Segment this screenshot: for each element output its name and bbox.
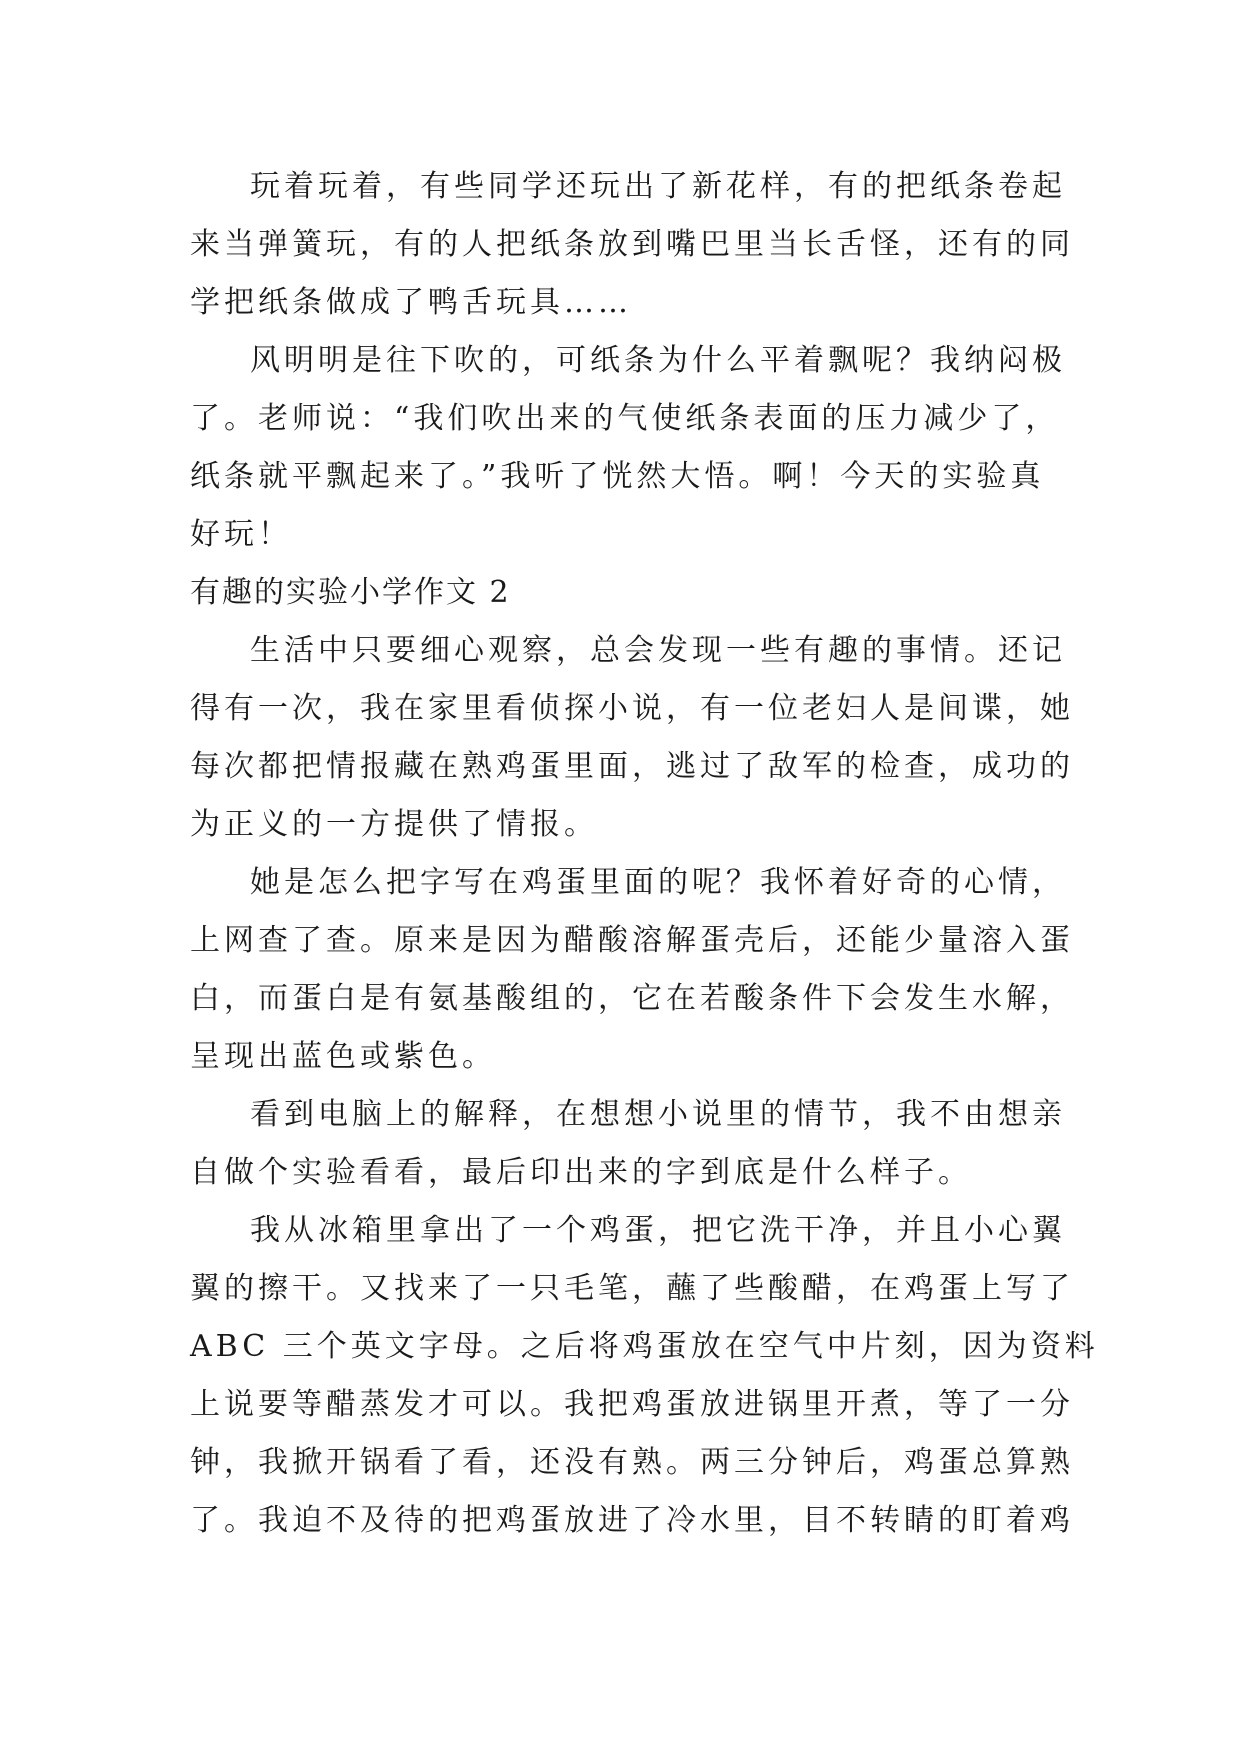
text-line: 钟，我掀开锅看了看，还没有熟。两三分钟后，鸡蛋总算熟 (190, 1445, 1074, 1480)
text-line: 得有一次，我在家里看侦探小说，有一位老妇人是间谍，她 (190, 691, 1074, 726)
text-line: 白，而蛋白是有氨基酸组的，它在若酸条件下会发生水解， (190, 981, 1074, 1016)
document-body (190, 158, 1099, 1550)
text-line: ABC 三个英文字母。之后将鸡蛋放在空气中片刻，因为资料 (190, 1329, 1099, 1364)
text-line: 风明明是往下吹的，可纸条为什么平着飘呢？我纳闷极 (250, 343, 1066, 378)
paragraph (190, 158, 1074, 332)
text-line: 玩着玩着，有些同学还玩出了新花样，有的把纸条卷起 (250, 169, 1066, 204)
text-line: 每次都把情报藏在熟鸡蛋里面，逃过了敌军的检查，成功的 (190, 749, 1074, 784)
text-line: 她是怎么把字写在鸡蛋里面的呢？我怀着好奇的心情， (250, 865, 1066, 900)
text-line: 好玩！ (190, 517, 292, 552)
text-line: 了。老师说：“我们吹出来的气使纸条表面的压力减少了， (190, 401, 1060, 436)
text-line: 翼的擦干。又找来了一只毛笔，蘸了些酸醋，在鸡蛋上写了 (190, 1271, 1074, 1306)
paragraph (190, 622, 1074, 854)
text-line: 学把纸条做成了鸭舌玩具…… (190, 285, 632, 320)
text-line: 为正义的一方提供了情报。 (190, 807, 598, 842)
text-line: 上网查了查。原来是因为醋酸溶解蛋壳后，还能少量溶入蛋 (190, 923, 1074, 958)
text-line: 自做个实验看看，最后印出来的字到底是什么样子。 (190, 1155, 972, 1190)
text-line: 纸条就平飘起来了。”我听了恍然大悟。啊！今天的实验真 (190, 459, 1045, 494)
paragraph (190, 332, 1066, 564)
text-line: 生活中只要细心观察，总会发现一些有趣的事情。还记 (250, 633, 1066, 668)
paragraph (190, 1202, 1099, 1550)
text-line: 了。我迫不及待的把鸡蛋放进了冷水里，目不转睛的盯着鸡 (190, 1503, 1074, 1538)
text-line: 呈现出蓝色或紫色。 (190, 1039, 496, 1074)
paragraph (190, 1086, 1066, 1202)
section-heading: 有趣的实验小学作文 2 (190, 575, 511, 610)
text-line: 上说要等醋蒸发才可以。我把鸡蛋放进锅里开煮，等了一分 (190, 1387, 1074, 1422)
text-line: 来当弹簧玩，有的人把纸条放到嘴巴里当长舌怪，还有的同 (190, 227, 1074, 262)
text-line: 看到电脑上的解释，在想想小说里的情节，我不由想亲 (250, 1097, 1066, 1132)
text-line: 我从冰箱里拿出了一个鸡蛋，把它洗干净，并且小心翼 (250, 1213, 1066, 1248)
paragraph (190, 854, 1074, 1086)
